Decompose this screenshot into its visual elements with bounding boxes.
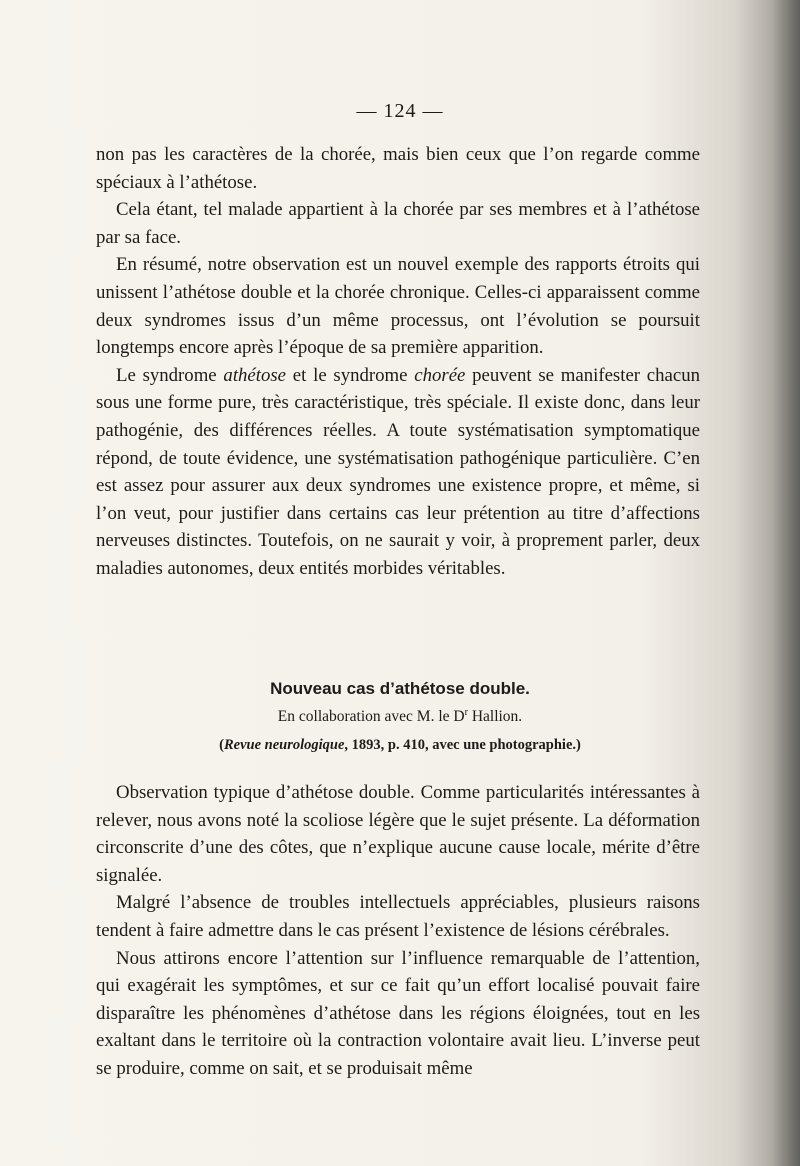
paragraph-text: Le syndrome [116,364,224,386]
paragraph: Nous attirons encore l’attention sur l’influence remarquable de l’attention, qui exagérait les symptômes, et sur ce fait qu’un effort localisé pouvait faire disparaître les phénomènes d’athétose dans les régions éloignées, tout en les exaltant dans le territoire où la contraction volontaire avait lieu. L’inverse peut se produire, comme on sait, et se produisait même [96,947,700,1079]
paren: ( [219,737,224,753]
paragraph-syndromes [96,362,700,583]
italic-term: chorée [414,364,466,386]
paragraph: Observation typique d’athétose double. Comme particularités intéressantes à relever, nous avons noté la scoliose légère que le sujet présente. La déformation circonscrite d’une des côtes, que n’explique aucune cause locale, mérite d’être signalée. [96,782,700,886]
page-number: — 124 — [356,100,444,122]
reference-line [0,737,800,754]
article-title: Nouveau cas d’athétose double. [270,679,530,698]
collaboration-name: Hallion. [467,708,523,726]
italic-term: athétose [223,364,287,386]
paragraph: Malgré l’absence de troubles intellectuels appréciables, plusieurs raisons tendent à faire admettre dans le cas présent l’existence de lésions cérébrales. [96,892,700,941]
paragraph-continuation: non pas les caractères de la chorée, mais bien ceux que l’on regarde comme spéciaux à l’athétose. [96,144,700,193]
paragraph: Cela étant, tel malade appartient à la chorée par ses membres et à l’athétose par sa face. [96,199,700,248]
collaboration-text: En collaboration avec M. le D [277,708,465,726]
collaboration-line [0,707,800,726]
paragraph-text: et le syndrome [286,364,415,386]
journal-name: Revue neurologique [223,737,345,753]
section-two-text [96,779,700,1083]
paragraph: En résumé, notre observation est un nouvel exemple des rapports étroits qui unissent l’athétose double et la chorée chronique. Celles-ci apparaissent comme deux syndromes issus d’un même processus, ont l’évolution se poursuit longtemps encore après l’époque de sa première apparition. [96,254,700,359]
section-one-text [96,141,700,583]
reference-details: , 1893, p. 410, avec une photographie.) [344,737,581,753]
page-edge-shadow [772,0,800,1166]
paragraph-text: peuvent se manifester chacun sous une forme pure, très caractéristique, très spéciale. Il existe donc, dans leur pathogénie, des différences réelles. A toute systématisation symptomatique répond, de toute évidence, une systématisation pathogénique particulière. C’en est assez pour assurer aux deux syndromes une existence propre, et même, si l’on veut, pour justifier dans certains cas leur prétention au titre d’affections nerveuses distinctes. Toutefois, on ne saurait y voir, à proprement parler, deux maladies autonomes, deux entités morbides véritables. [96,364,700,579]
superscript: r [464,707,468,718]
